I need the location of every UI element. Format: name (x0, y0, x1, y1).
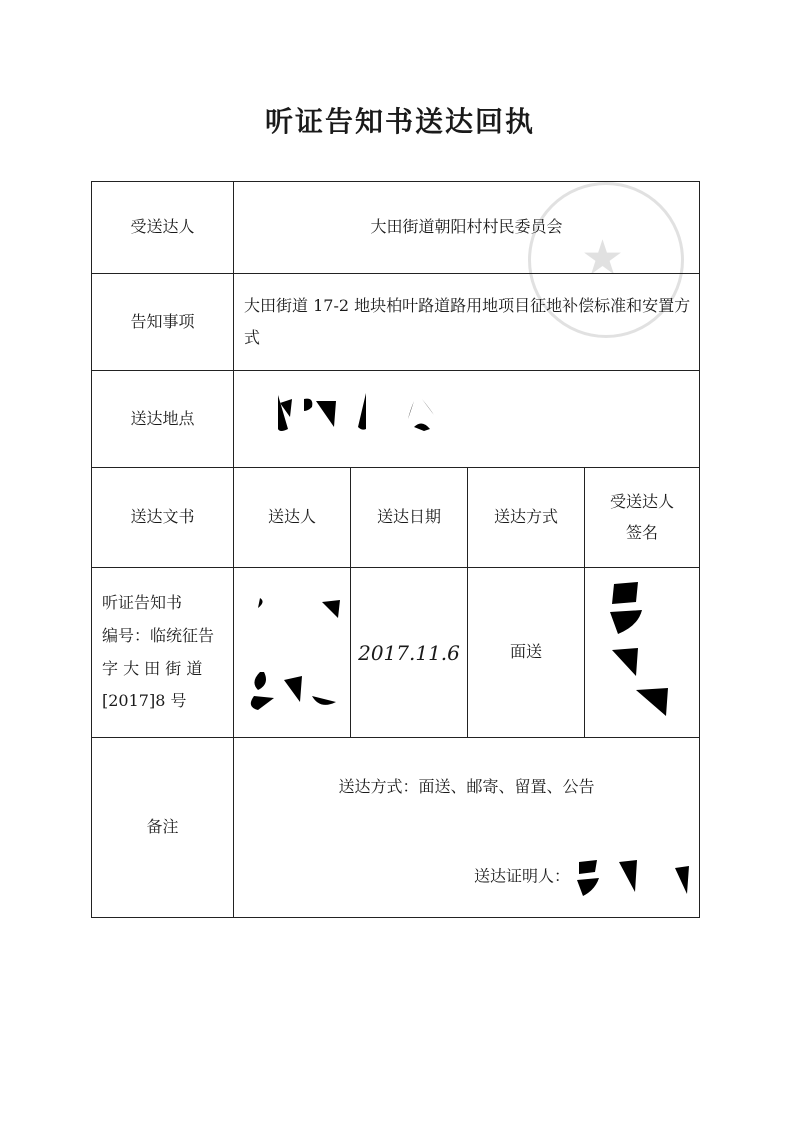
prover-label: 送达证明人： (474, 866, 571, 886)
matter-value: 大田街道 17-2 地块柏叶路道路用地项目征地补偿标准和安置方式 (234, 274, 700, 371)
remarks-methods: 送达方式：面送、邮寄、留置、公告 (338, 777, 595, 796)
remarks-prover (474, 852, 695, 902)
receipt-table (91, 181, 700, 918)
col-header-doc: 送达文书 (92, 468, 234, 568)
recipient-label: 受送达人 (92, 182, 234, 274)
remarks-label: 备注 (92, 738, 234, 918)
deliverer-signature-cell (234, 568, 351, 738)
seal-star-icon: ★ (581, 230, 625, 286)
place-label: 送达地点 (92, 371, 234, 468)
col-header-date: 送达日期 (351, 468, 468, 568)
col-header-signature (585, 468, 700, 568)
date-handwriting: 2017.11.6 (358, 640, 460, 665)
document-line-2: 编号：临统征告 (102, 625, 215, 645)
recipient-signature-cell (585, 568, 700, 738)
method-cell: 面送 (468, 568, 585, 738)
deliverer-signature (240, 572, 350, 722)
recipient-value: 大田街道朝阳村村民委员会 (234, 182, 700, 274)
remarks-cell (234, 738, 700, 918)
page-title: 听证告知书送达回执 (264, 105, 535, 138)
col-header-signature-line1: 受送达人 (610, 492, 675, 512)
recipient-signature (592, 572, 692, 722)
document-line-1: 听证告知书 (102, 592, 183, 612)
prover-signature (575, 852, 695, 902)
col-header-signature-line2: 签名 (626, 522, 659, 542)
col-header-deliverer: 送达人 (234, 468, 351, 568)
place-handwriting (244, 389, 464, 439)
matter-label: 告知事项 (92, 274, 234, 371)
col-header-method: 送达方式 (468, 468, 585, 568)
document-line-3: 字 大 田 街 道 (102, 658, 203, 678)
document-line-4: [2017]8 号 (102, 691, 187, 711)
place-value-cell (234, 371, 700, 468)
date-cell (351, 568, 468, 738)
document-cell (92, 568, 234, 738)
